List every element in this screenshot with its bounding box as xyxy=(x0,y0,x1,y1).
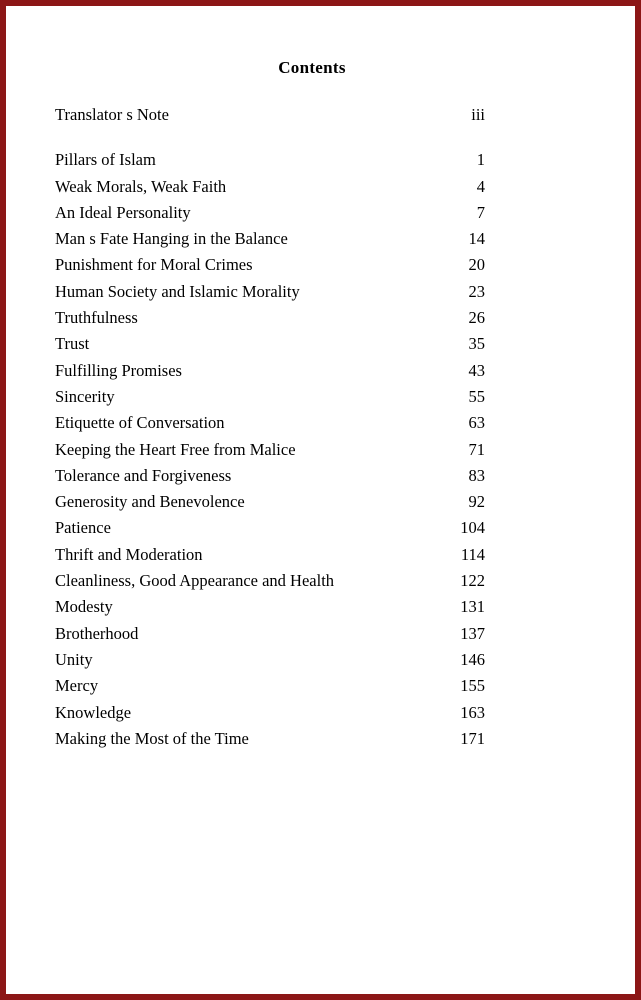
toc-entry-label: Etiquette of Conversation xyxy=(55,413,225,433)
toc-entry-label: Truthfulness xyxy=(55,308,138,328)
toc-entry[interactable] xyxy=(55,594,485,620)
toc-entry-page-number: 7 xyxy=(476,202,485,222)
toc-entry-label: Modesty xyxy=(55,597,113,617)
toc-entry-page-number: 14 xyxy=(468,229,485,249)
toc-entry-label: Mercy xyxy=(55,676,99,696)
toc-entry[interactable] xyxy=(55,305,485,331)
toc-entry-label: Translator s Note xyxy=(55,105,169,124)
toc-entry[interactable] xyxy=(55,489,485,515)
toc-entry[interactable] xyxy=(55,673,485,699)
toc-entry-label: Patience xyxy=(55,518,111,538)
toc-entry[interactable] xyxy=(55,647,485,673)
toc-entry[interactable] xyxy=(55,568,485,594)
toc-entry[interactable] xyxy=(55,621,485,647)
toc-entry[interactable] xyxy=(55,463,485,489)
toc-entry-page-number: 171 xyxy=(460,728,485,748)
toc-entry[interactable] xyxy=(55,410,485,436)
toc-entry-page-number: 137 xyxy=(460,623,485,643)
toc-entry-page-number: 92 xyxy=(468,492,485,512)
toc-entry[interactable] xyxy=(55,358,485,384)
toc-entry[interactable] xyxy=(55,726,485,752)
toc-entry-label: An Ideal Personality xyxy=(55,202,191,222)
toc-entry-page-number: 55 xyxy=(468,386,485,406)
toc-entry-label: Man s Fate Hanging in the Balance xyxy=(55,229,288,249)
toc-entry-label: Unity xyxy=(55,649,93,669)
toc-entry-page-number: iii xyxy=(471,105,485,124)
book-page xyxy=(6,6,635,994)
toc-entry-label: Weak Morals, Weak Faith xyxy=(55,176,227,196)
toc-entry-label: Keeping the Heart Free from Malice xyxy=(55,439,296,459)
toc-entry-page-number: 4 xyxy=(476,176,485,196)
toc-entry[interactable] xyxy=(55,542,485,568)
toc-entry-page-number: 35 xyxy=(468,334,485,354)
toc-entry[interactable] xyxy=(55,700,485,726)
toc-entry-page-number: 1 xyxy=(476,150,485,170)
table-of-contents-list xyxy=(55,102,485,752)
toc-entry-page-number: 131 xyxy=(460,597,485,617)
toc-entry[interactable] xyxy=(55,384,485,410)
toc-entry[interactable] xyxy=(55,174,485,200)
toc-entry[interactable] xyxy=(55,226,485,252)
toc-entry-label: Cleanliness, Good Appearance and Health xyxy=(55,571,335,591)
toc-entry[interactable] xyxy=(55,200,485,226)
toc-entry-page-number: 83 xyxy=(468,465,485,485)
toc-entry-label: Making the Most of the Time xyxy=(55,728,249,748)
toc-entry[interactable] xyxy=(55,252,485,278)
page-title: Contents xyxy=(278,58,346,77)
toc-entry[interactable] xyxy=(55,279,485,305)
toc-entry[interactable] xyxy=(55,102,485,128)
toc-entry-page-number: 20 xyxy=(468,255,485,275)
toc-entry-page-number: 104 xyxy=(460,518,485,538)
toc-entry[interactable] xyxy=(55,437,485,463)
toc-entry-label: Punishment for Moral Crimes xyxy=(55,255,253,275)
toc-entry-label: Thrift and Moderation xyxy=(55,544,203,564)
toc-entry-label: Pillars of Islam xyxy=(55,150,156,170)
toc-entry-label: Human Society and Islamic Morality xyxy=(55,281,300,301)
toc-entry-page-number: 26 xyxy=(468,308,485,328)
toc-entry[interactable] xyxy=(55,147,485,173)
toc-entry-label: Generosity and Benevolence xyxy=(55,492,245,512)
toc-entry[interactable] xyxy=(55,331,485,357)
toc-entry-page-number: 63 xyxy=(468,413,485,433)
toc-entry-page-number: 23 xyxy=(468,281,485,301)
toc-entry-page-number: 71 xyxy=(468,439,485,459)
toc-entry-page-number: 114 xyxy=(460,544,485,564)
toc-entry-page-number: 43 xyxy=(468,360,485,380)
contents-page-content xyxy=(6,6,635,994)
toc-entry-label: Brotherhood xyxy=(55,623,139,643)
toc-entry-label: Fulfilling Promises xyxy=(55,360,182,380)
toc-entry-label: Tolerance and Forgiveness xyxy=(55,465,232,485)
toc-entry-page-number: 163 xyxy=(460,702,485,722)
toc-entry-label: Knowledge xyxy=(55,702,132,722)
toc-entry-label: Sincerity xyxy=(55,386,115,406)
toc-entry-page-number: 122 xyxy=(460,571,485,591)
toc-entry[interactable] xyxy=(55,515,485,541)
toc-entry-label: Trust xyxy=(55,334,90,354)
toc-entry-page-number: 155 xyxy=(460,676,485,696)
toc-entry-page-number: 146 xyxy=(460,649,485,669)
